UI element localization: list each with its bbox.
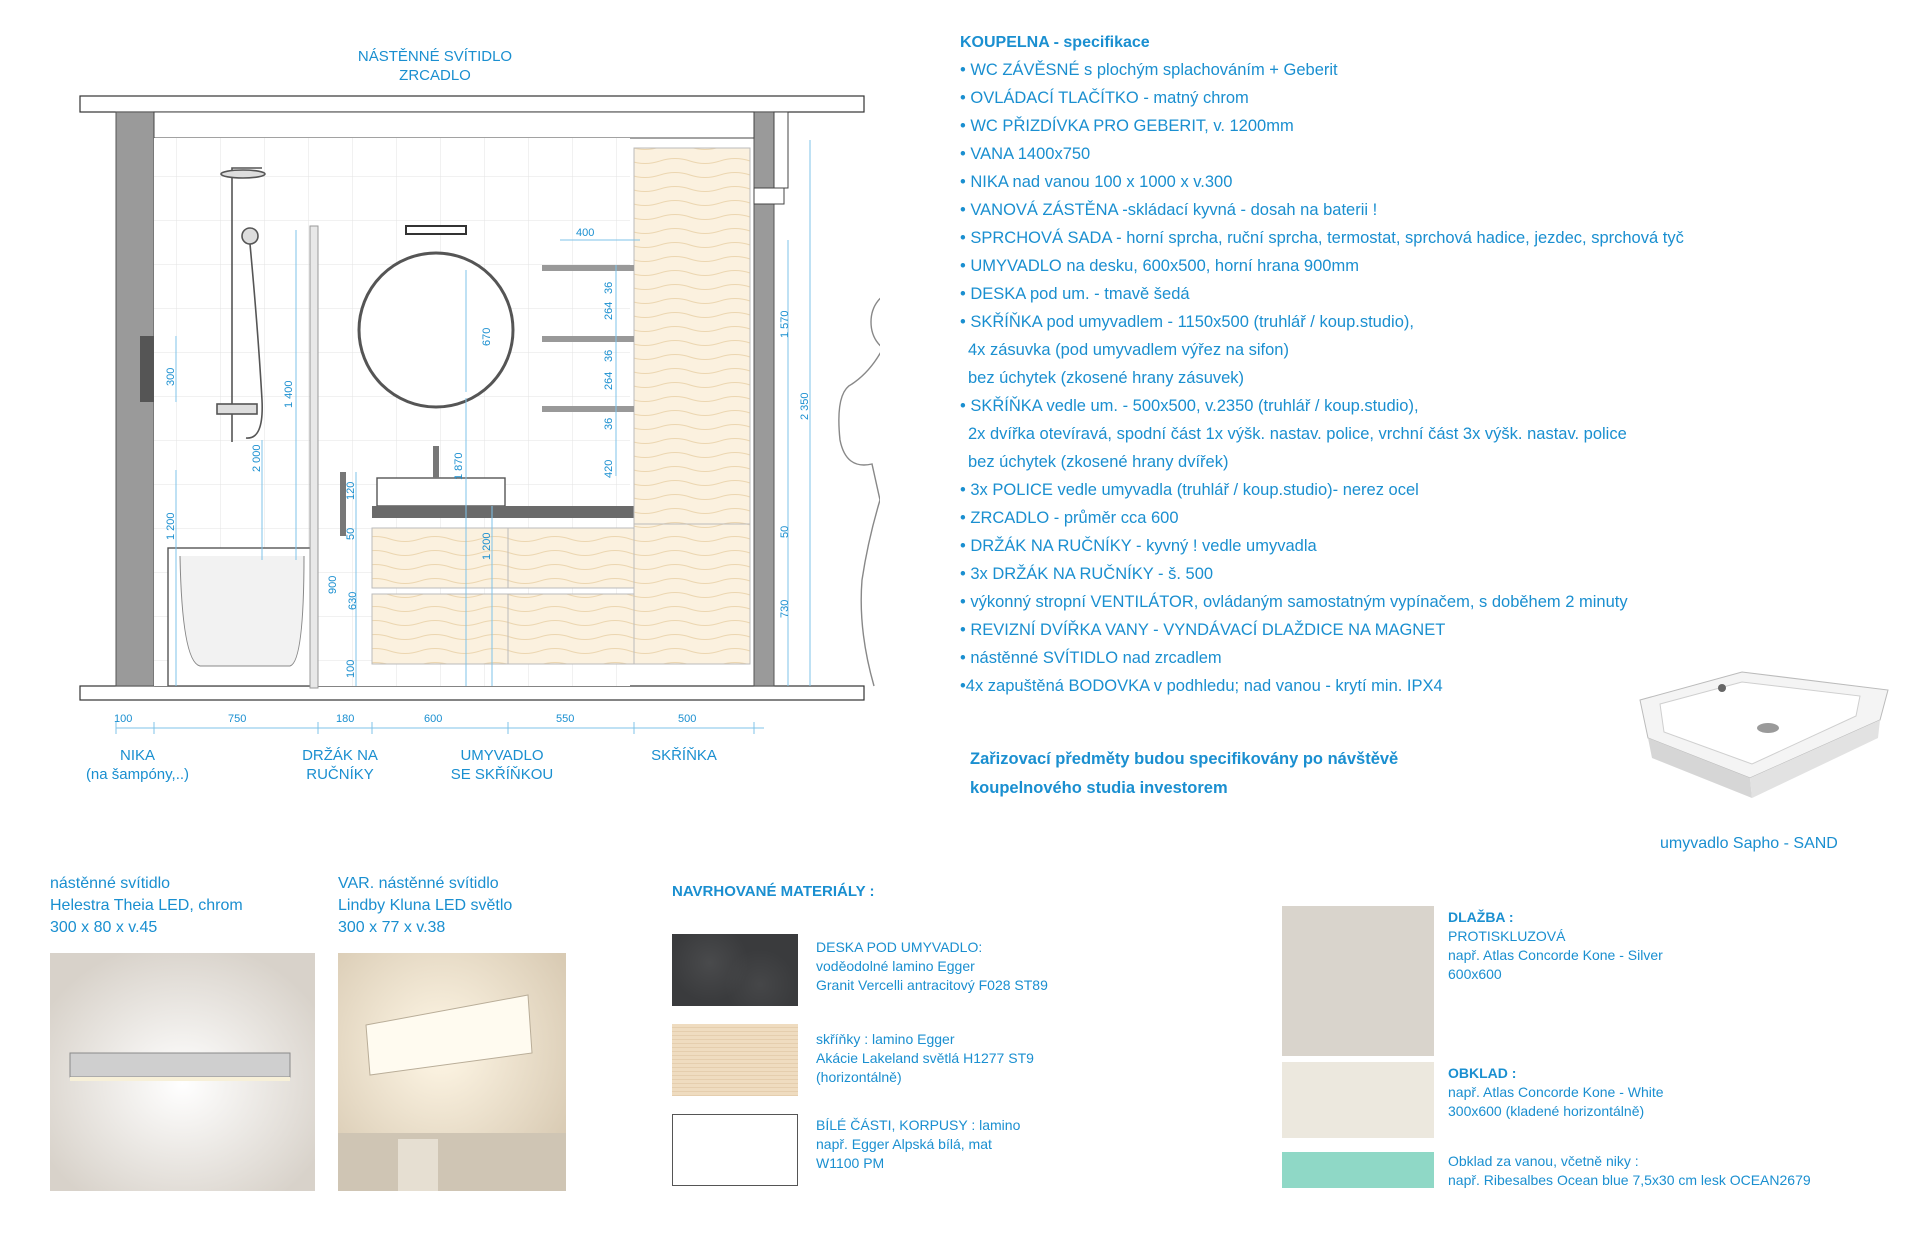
material-line: DESKA POD UMYVADLO: bbox=[816, 939, 983, 955]
label-umyvadlo bbox=[436, 746, 568, 784]
dim-shelf-264: 264 bbox=[603, 371, 615, 390]
materials-title: NAVRHOVANÉ MATERIÁLY : bbox=[672, 883, 875, 900]
spec-item: • DRŽÁK NA RUČNÍKY - kyvný ! vedle umyvadla bbox=[960, 537, 1317, 555]
niche bbox=[140, 336, 154, 402]
dim-basin-120: 120 bbox=[345, 481, 357, 500]
dim-shelf-36: 36 bbox=[603, 417, 615, 430]
spec-item: • VANOVÁ ZÁSTĚNA -skládací kyvná - dosah na baterii ! bbox=[960, 201, 1378, 219]
material-line: BÍLÉ ČÁSTI, KORPUSY : lamino bbox=[816, 1117, 1021, 1133]
tile-floor-title: DLAŽBA : bbox=[1448, 909, 1514, 925]
spec-item: • REVIZNÍ DVÍŘKA VANY - VYNDÁVACÍ DLAŽDICE NA MAGNET bbox=[960, 621, 1446, 639]
dim-shelf-420: 420 bbox=[603, 459, 615, 478]
dim-shelf-36: 36 bbox=[603, 349, 615, 362]
material-line: skříňky : lamino Egger bbox=[816, 1031, 955, 1047]
ceiling bbox=[80, 96, 864, 112]
material-line: Akácie Lakeland světlá H1277 ST9 bbox=[816, 1050, 1034, 1066]
specification-block bbox=[960, 34, 1900, 700]
dim-right-2350: 2 350 bbox=[799, 392, 811, 420]
floor bbox=[80, 686, 864, 700]
material-swatch-cabinets bbox=[672, 1024, 798, 1096]
spec-item: • NIKA nad vanou 100 x 1000 x v.300 bbox=[960, 173, 1233, 191]
tile-wall-text bbox=[1448, 1064, 1664, 1121]
tile-line: např. Atlas Concorde Kone - White bbox=[1448, 1084, 1664, 1100]
dim-mirror-670: 670 bbox=[481, 327, 493, 346]
tile-swatch-wall bbox=[1282, 1062, 1434, 1138]
lamp-1-image bbox=[50, 953, 315, 1191]
dim-shower-1400: 1 400 bbox=[283, 380, 295, 408]
dim-shelf-36: 36 bbox=[603, 281, 615, 294]
material-line: W1100 PM bbox=[816, 1155, 885, 1171]
dim-bottom: 100 bbox=[114, 713, 133, 725]
label-drzak-line2: RUČNÍKY bbox=[306, 766, 374, 783]
material-white-text bbox=[816, 1116, 1020, 1173]
dim-bottom: 750 bbox=[228, 713, 247, 725]
dim-holder-630: 630 bbox=[347, 591, 359, 610]
dim-holder-900: 900 bbox=[327, 575, 339, 594]
label-nika bbox=[70, 746, 205, 784]
spec-note bbox=[970, 745, 1530, 803]
spec-item: • UMYVADLO na desku, 600x500, horní hrana 900mm bbox=[960, 257, 1359, 275]
dim-right-1570: 1 570 bbox=[779, 310, 791, 338]
spec-item: • 3x DRŽÁK NA RUČNÍKY - š. 500 bbox=[960, 565, 1214, 583]
counter-top bbox=[372, 506, 634, 518]
wall-light bbox=[406, 226, 466, 234]
tile-line: PROTISKLUZOVÁ bbox=[1448, 928, 1566, 944]
label-umyvadlo-line2: SE SKŘÍŇKOU bbox=[450, 766, 554, 783]
lamp-1-line2: Helestra Theia LED, chrom bbox=[50, 897, 243, 914]
dim-bottom: 500 bbox=[678, 713, 697, 725]
tile-line: např. Atlas Concorde Kone - Silver bbox=[1448, 947, 1663, 963]
spec-item: • WC ZÁVĚSNÉ s plochým splachováním + Geberit bbox=[960, 61, 1338, 79]
spec-item: bez úchytek (zkosené hrany dvířek) bbox=[968, 453, 1229, 471]
spec-item: • výkonný stropní VENTILÁTOR, ovládaným samostatným vypínačem, s doběhem 2 minuty bbox=[960, 593, 1628, 611]
material-line: Granit Vercelli antracitový F028 ST89 bbox=[816, 977, 1048, 993]
dim-right-50: 50 bbox=[779, 525, 791, 538]
bathroom-elevation-drawing bbox=[0, 0, 880, 820]
lamp-2-image bbox=[338, 953, 566, 1191]
tile-line: např. Ribesalbes Ocean blue 7,5x30 cm lesk OCEAN2679 bbox=[1448, 1172, 1811, 1188]
tile-floor-text bbox=[1448, 908, 1663, 984]
spec-item: • VANA 1400x750 bbox=[960, 145, 1091, 163]
spec-note-line1: Zařizovací předměty budou specifikovány po návštěvě bbox=[970, 750, 1399, 768]
tile-line: 300x600 (kladené horizontálně) bbox=[1448, 1103, 1645, 1119]
lamp-2-line1: VAR. nástěnné svítidlo bbox=[338, 875, 499, 892]
spec-item: • 3x POLICE vedle umyvadla (truhlář / koup.studio)- nerez ocel bbox=[960, 481, 1419, 499]
spec-title: KOUPELNA - specifikace bbox=[960, 34, 1150, 51]
dim-bottom: 550 bbox=[556, 713, 575, 725]
tile-line: 600x600 bbox=[1448, 966, 1502, 982]
lamp-2-line2: Lindby Kluna LED světlo bbox=[338, 897, 513, 914]
spec-item: • ZRCADLO - průměr cca 600 bbox=[960, 509, 1179, 527]
spec-item: • SKŘÍŇKA vedle um. - 500x500, v.2350 (truhlář / koup.studio), bbox=[960, 397, 1419, 415]
material-cabinets-text bbox=[816, 1030, 1034, 1087]
basin-tap bbox=[433, 446, 439, 478]
label-umyvadlo-line1: UMYVADLO bbox=[460, 747, 544, 764]
lamp-1-text bbox=[50, 873, 243, 939]
human-figure bbox=[839, 292, 880, 686]
label-nika-line1: NIKA bbox=[119, 747, 155, 764]
dim-basin-50: 50 bbox=[345, 527, 357, 540]
label-drzak-line1: DRŽÁK NA bbox=[302, 747, 378, 764]
material-line: voděodolné lamino Egger bbox=[816, 958, 975, 974]
dim-bottom: 180 bbox=[336, 713, 355, 725]
top-label-line1: NÁSTĚNNÉ SVÍTIDLO bbox=[357, 48, 513, 65]
spec-item: • SPRCHOVÁ SADA - horní sprcha, ruční sprcha, termostat, sprchová hadice, jezdec, sprchová tyč bbox=[960, 229, 1684, 247]
top-label bbox=[340, 47, 530, 85]
bath-screen bbox=[310, 226, 318, 688]
tile-swatch-floor bbox=[1282, 906, 1434, 1056]
material-swatch-white bbox=[672, 1114, 798, 1186]
dim-mirror-1870: 1 870 bbox=[453, 452, 465, 480]
tile-swatch-ocean bbox=[1282, 1152, 1434, 1188]
material-countertop-text bbox=[816, 938, 1048, 995]
lamp-1-line3: 300 x 80 x v.45 bbox=[50, 919, 158, 936]
spec-item: • OVLÁDACÍ TLAČÍTKO - matný chrom bbox=[960, 89, 1249, 107]
dim-holder-100: 100 bbox=[345, 659, 357, 678]
dim-niche-300: 300 bbox=[165, 367, 177, 386]
tile-line: Obklad za vanou, včetně niky : bbox=[1448, 1153, 1639, 1169]
spec-item: • SKŘÍŇKA pod umyvadlem - 1150x500 (truhlář / koup.studio), bbox=[960, 313, 1414, 331]
basin bbox=[377, 478, 505, 506]
tile-ocean-text bbox=[1448, 1152, 1811, 1190]
dim-right-730: 730 bbox=[779, 599, 791, 618]
tall-cabinet bbox=[634, 148, 750, 664]
dim-bottom: 600 bbox=[424, 713, 443, 725]
dim-shower-2000: 2 000 bbox=[251, 444, 263, 472]
spec-item: •4x zapuštěná BODOVKA v podhledu; nad vanou - krytí min. IPX4 bbox=[960, 677, 1443, 695]
basin-product-image bbox=[1630, 660, 1892, 800]
lamp-2-line3: 300 x 77 x v.38 bbox=[338, 919, 446, 936]
label-drzak bbox=[285, 746, 395, 784]
lamp-2-text bbox=[338, 873, 512, 939]
material-swatch-countertop bbox=[672, 934, 798, 1006]
tile-wall-title: OBKLAD : bbox=[1448, 1065, 1517, 1081]
top-label-line2: ZRCADLO bbox=[399, 67, 471, 84]
spec-item: • DESKA pod um. - tmavě šedá bbox=[960, 285, 1190, 303]
towel-holder bbox=[340, 472, 346, 536]
dim-basin-1200: 1 200 bbox=[481, 532, 493, 560]
material-line: např. Egger Alpská bílá, mat bbox=[816, 1136, 992, 1152]
spec-item: • nástěnné SVÍTIDLO nad zrcadlem bbox=[960, 649, 1222, 667]
ceiling-soffit bbox=[154, 112, 754, 138]
dim-shower-400: 400 bbox=[576, 227, 595, 239]
material-line: (horizontálně) bbox=[816, 1069, 902, 1085]
spec-list bbox=[960, 56, 1900, 700]
vanity-cabinet bbox=[372, 528, 634, 664]
spec-item: bez úchytek (zkosené hrany zásuvek) bbox=[968, 369, 1245, 387]
label-nika-line2: (na šampóny,..) bbox=[85, 766, 190, 783]
lamp-1-line1: nástěnné svítidlo bbox=[50, 875, 171, 892]
dim-shelf-264: 264 bbox=[603, 301, 615, 320]
spec-item: 4x zásuvka (pod umyvadlem výřez na sifon) bbox=[968, 341, 1289, 359]
spec-item: • WC PŘIZDÍVKA PRO GEBERIT, v. 1200mm bbox=[960, 117, 1294, 135]
label-skrinka: SKŘÍŇKA bbox=[651, 747, 717, 764]
spec-note-line2: koupelnového studia investorem bbox=[970, 779, 1228, 797]
dim-tub-1200: 1 200 bbox=[165, 512, 177, 540]
basin-caption: umyvadlo Sapho - SAND bbox=[1660, 835, 1838, 852]
spec-item: 2x dvířka otevíravá, spodní část 1x výšk. nastav. police, vrchní část 3x výšk. nastav. police bbox=[968, 425, 1627, 443]
